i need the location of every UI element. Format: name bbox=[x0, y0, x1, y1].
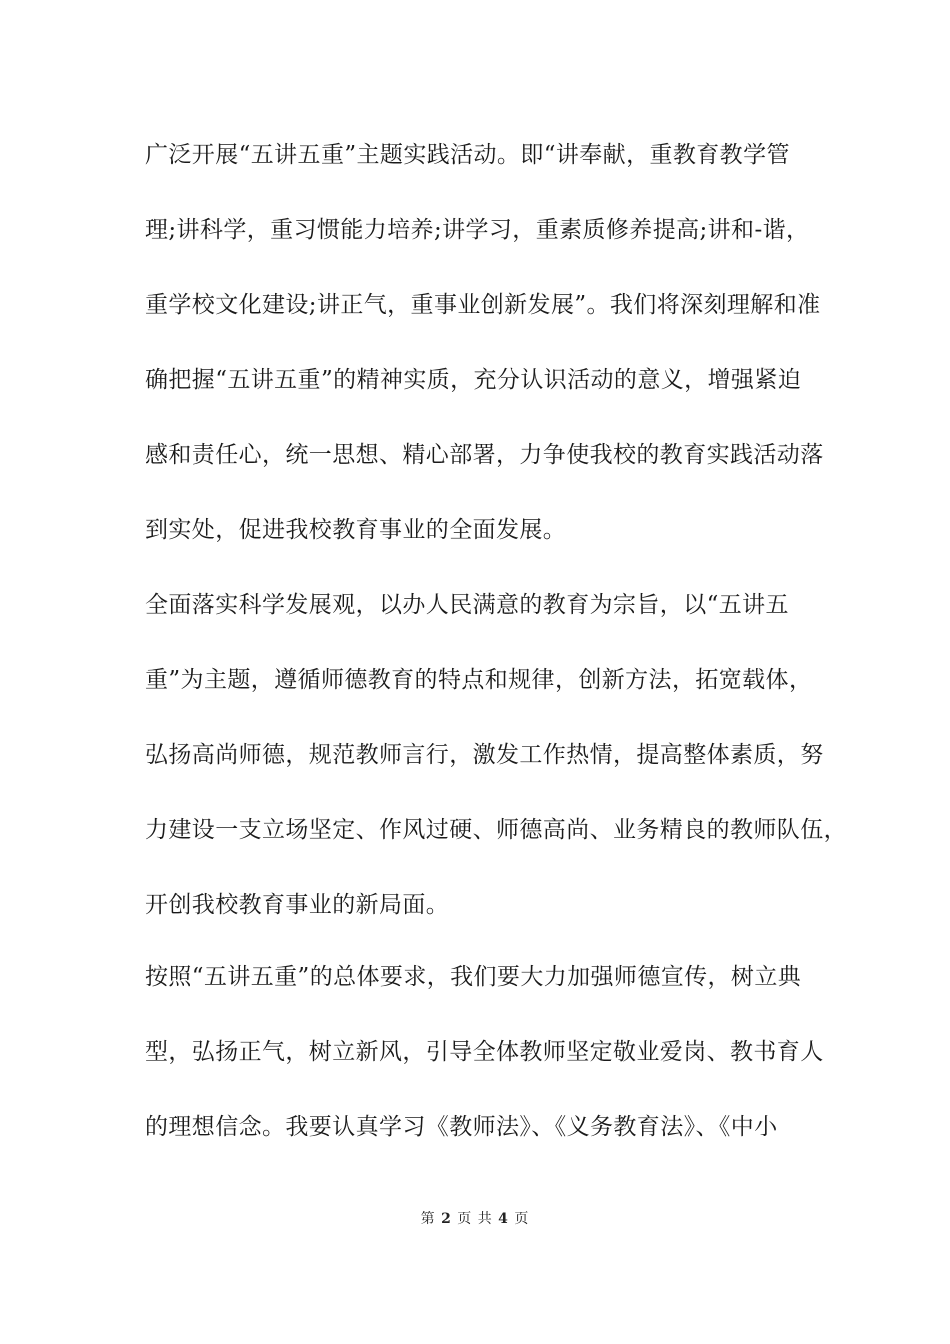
paragraph-line: 理;讲科学，重习惯能力培养;讲学习，重素质修养提高;讲和-谐， bbox=[145, 217, 810, 243]
footer-prefix: 第 bbox=[420, 1211, 436, 1227]
paragraph-line: 型，弘扬正气，树立新风，引导全体教师坚定敬业爱岗、教书育人 bbox=[145, 1039, 824, 1065]
footer-suffix: 页 bbox=[514, 1211, 530, 1227]
paragraph-line: 到实处，促进我校教育事业的全面发展。 bbox=[145, 517, 567, 543]
total-page-count: 4 bbox=[498, 1211, 509, 1227]
paragraph-line: 重”为主题，遵循师德教育的特点和规律，创新方法，拓宽载体， bbox=[145, 667, 813, 693]
paragraph-line: 感和责任心，统一思想、精心部署，力争使我校的教育实践活动落 bbox=[145, 442, 824, 468]
page-footer bbox=[0, 1209, 950, 1229]
current-page-number: 2 bbox=[441, 1211, 452, 1227]
paragraph-line: 弘扬高尚师德，规范教师言行，激发工作热情，提高整体素质，努 bbox=[145, 742, 824, 768]
paragraph-line: 按照“五讲五重”的总体要求，我们要大力加强师德宣传，树立典 bbox=[145, 964, 802, 990]
paragraph-line: 广泛开展“五讲五重”主题实践活动。即“讲奉献，重教育教学管 bbox=[145, 142, 790, 168]
paragraph-line: 重学校文化建设;讲正气，重事业创新发展”。我们将深刻理解和准 bbox=[145, 292, 821, 318]
paragraph-line: 力建设一支立场坚定、作风过硬、师德高尚、业务精良的教师队伍， bbox=[145, 817, 847, 843]
paragraph-line: 确把握“五讲五重”的精神实质，充分认识活动的意义，增强紧迫 bbox=[145, 367, 802, 393]
paragraph-line: 的理想信念。我要认真学习《教师法》、《义务教育法》、《中小 bbox=[145, 1114, 778, 1140]
paragraph-line: 开创我校教育事业的新局面。 bbox=[145, 892, 450, 918]
paragraph-line: 全面落实科学发展观，以办人民满意的教育为宗旨，以“五讲五 bbox=[145, 592, 789, 618]
footer-middle: 页 共 bbox=[457, 1211, 493, 1227]
